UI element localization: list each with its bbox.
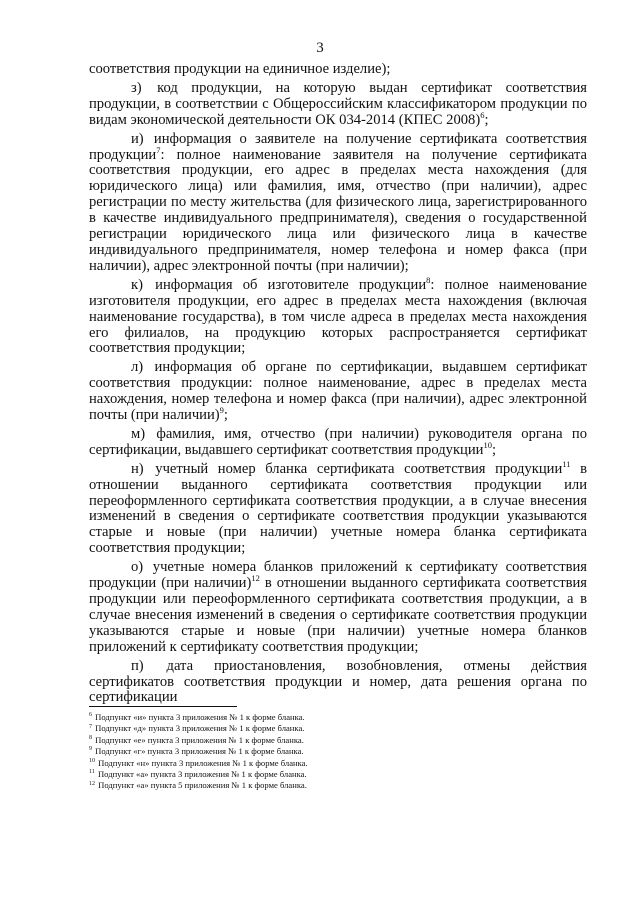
footnote-text: Подпункт «а» пункта 3 приложения № 1 к форме бланка. bbox=[97, 769, 307, 780]
paragraph-marker: з) bbox=[131, 79, 142, 96]
paragraph-n bbox=[89, 458, 587, 557]
paragraph-text: дата приостановления, возобновления, отмены действия сертификатов соответствия продукции и номер, дата решения органа по сертификации bbox=[89, 657, 587, 706]
footnote-number: 7 bbox=[89, 723, 92, 730]
footnote-number: 8 bbox=[89, 734, 92, 741]
footnote-separator bbox=[89, 706, 237, 707]
page-number: 3 bbox=[316, 40, 324, 56]
paragraph-z bbox=[89, 81, 587, 129]
paragraph-p bbox=[89, 659, 587, 707]
paragraph-text: информация о заявителе на получение сертификата соответствия продукции bbox=[89, 130, 587, 163]
paragraph-text: учетные номера бланков приложений к сертификату соответствия продукции (при наличии) bbox=[89, 559, 587, 592]
paragraph-tail: ; bbox=[223, 407, 228, 424]
footnote-ref[interactable]: 10 bbox=[483, 439, 492, 450]
document-body bbox=[89, 62, 587, 709]
footnote bbox=[89, 735, 587, 746]
footnote-number: 12 bbox=[89, 780, 95, 787]
paragraph-tail: ; bbox=[484, 111, 489, 128]
paragraph-tail: ; bbox=[491, 441, 497, 458]
paragraph-text: фамилия, имя, отчество (при наличии) руководителя органа по сертификации, выдавшего сертификат соответствия продукции bbox=[89, 425, 587, 458]
paragraph-marker: п) bbox=[131, 657, 144, 674]
footnote bbox=[89, 758, 587, 769]
footnote-number: 11 bbox=[89, 769, 95, 776]
footnote-number: 9 bbox=[89, 746, 92, 753]
footnote-ref[interactable]: 11 bbox=[562, 458, 571, 469]
paragraph-marker: и) bbox=[131, 130, 144, 147]
paragraph-text: информация об изготовителе продукции bbox=[155, 276, 427, 293]
paragraph-m bbox=[89, 427, 587, 459]
footnote bbox=[89, 769, 587, 780]
paragraph-tail: в отношении выданного сертификата соответствия продукции или переоформленного сертификата соответствия продукции, а в случае внесения изменений в сведения о сертификате соответствия продукции указываются старые и новые (при наличии) учетные номера бланков приложений к сертификату соответствия продукции; bbox=[89, 575, 587, 655]
paragraph-marker: н) bbox=[131, 460, 144, 477]
paragraph-text: код продукции, на которую выдан сертификат соответствия продукции, в соответствии с Общероссийским классификатором продукции по видам экономической деятельности ОК 034-2014 (КПЕС 2008) bbox=[89, 79, 588, 128]
paragraph-marker: о) bbox=[131, 559, 144, 576]
footnote-ref[interactable]: 8 bbox=[426, 274, 431, 285]
paragraph-k bbox=[89, 274, 587, 358]
paragraph-text: соответствия продукции на единичное изделие); bbox=[89, 61, 391, 77]
footnotes bbox=[89, 712, 587, 792]
footnote-ref[interactable]: 6 bbox=[480, 109, 485, 120]
paragraph-continuation bbox=[89, 62, 587, 78]
footnote-number: 10 bbox=[89, 757, 95, 764]
footnote-text: Подпункт «и» пункта 3 приложения № 1 к форме бланка. bbox=[95, 712, 305, 722]
footnote-text: Подпункт «н» пункта 3 приложения № 1 к форме бланка. bbox=[98, 757, 308, 768]
footnote bbox=[89, 780, 587, 791]
footnote bbox=[89, 723, 587, 734]
paragraph-i bbox=[89, 132, 587, 275]
footnote-text: Подпункт «г» пункта 3 приложения № 1 к форме бланка. bbox=[95, 746, 304, 757]
footnote-text: Подпункт «а» пункта 5 приложения № 1 к форме бланка. bbox=[98, 780, 307, 791]
paragraph-l bbox=[89, 360, 587, 424]
footnote-text: Подпункт «д» пункта 3 приложения № 1 к форме бланка. bbox=[95, 723, 305, 734]
paragraph-tail: : полное наименование изготовителя продукции, его адрес в пределах места нахождения (включая наименование государства), в том числе адреса в пределах места нахождения его филиалов, на продукцию которых распространяется сертификат соответствия продукции; bbox=[89, 276, 587, 357]
paragraph-marker: л) bbox=[131, 359, 144, 376]
footnote-ref[interactable]: 12 bbox=[251, 573, 260, 584]
paragraph-text: учетный номер бланка сертификата соответствия продукции bbox=[155, 460, 563, 477]
footnote bbox=[89, 746, 587, 757]
paragraph-marker: к) bbox=[131, 276, 143, 293]
paragraph-tail: в отношении выданного сертификата соответствия продукции или переоформленного сертификата соответствия продукции, а в случае внесения изменений в сведения о сертификате соответствия продукции указываются старые и новые (при наличии) учетные номера бланка сертификата соответствия продукции; bbox=[89, 460, 587, 557]
paragraph-marker: м) bbox=[131, 425, 146, 442]
paragraph-text: информация об органе по сертификации, выдавшем сертификат соответствия продукции: полное наименование, адрес в пределах места нахождения, номер телефона и номер факса (при наличии), адрес электронной почты (при наличии) bbox=[89, 359, 587, 424]
paragraph-o bbox=[89, 560, 587, 655]
footnote-ref[interactable]: 9 bbox=[219, 405, 224, 416]
footnote bbox=[89, 712, 587, 723]
footnote-ref[interactable]: 7 bbox=[156, 144, 161, 155]
footnote-text: Подпункт «е» пункта 3 приложения № 1 к форме бланка. bbox=[95, 734, 304, 745]
footnote-number: 6 bbox=[89, 712, 92, 719]
paragraph-tail: : полное наименование заявителя на получение сертификата соответствия продукции, его адрес в пределах места нахождения (для юридического лица) или фамилия, имя, отчество (при наличии), адрес регистрации по месту жительства (для физического лица, зарегистрированного в качестве индивидуального предпринимателя), сведения о государственной регистрации юридического лица или физического лица в качестве индивидуального предпринимателя, номер телефона и номер факса (при наличии), адрес электронной почты (при наличии); bbox=[89, 146, 587, 274]
